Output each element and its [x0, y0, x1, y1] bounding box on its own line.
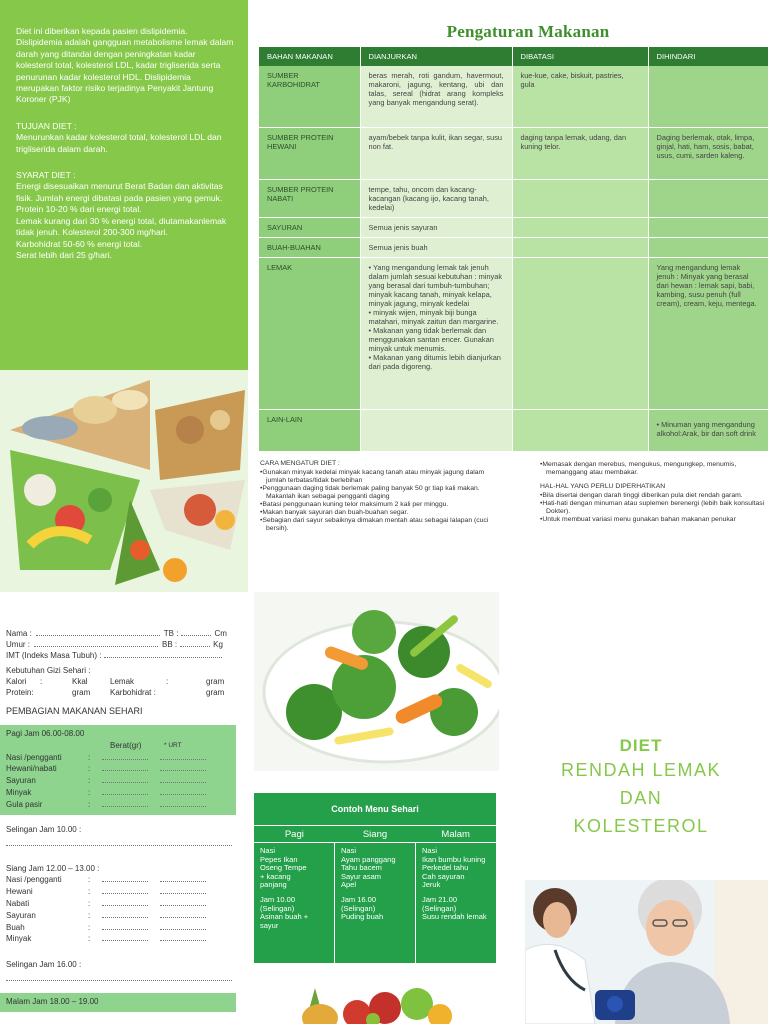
tip-item: • Hati-hati dengan minuman atau suplemen berenergi (lebih baik konsultasi Dokter). — [540, 500, 768, 516]
menu-item: Nasi — [422, 846, 438, 855]
attention-title: HAL-HAL YANG PERLU DIPERHATIKAN — [540, 483, 666, 490]
menu-item: Sayur asam — [341, 871, 382, 881]
requirement-line: Lemak kurang dari 30 % energi total, diutamakanlemak tidak jenuh. Kolesterol 200-300 mg/hari. — [16, 215, 227, 238]
age-label: Umur : — [6, 640, 30, 649]
menu-item: Nasi — [260, 846, 276, 855]
header-food: BAHAN MAKANAN — [259, 47, 360, 66]
menu-header-lunch: Siang — [362, 829, 388, 840]
tip-item: • Makan banyak sayuran dan buah-buahan segar. — [260, 509, 490, 517]
table-cell — [512, 257, 648, 409]
diet-title-line: DIET — [619, 736, 663, 755]
urt-input[interactable] — [160, 898, 206, 906]
name-label: Nama : — [6, 629, 32, 638]
meal-item-label: Minyak — [6, 934, 32, 944]
breakfast-title: Pagi Jam 06.00-08.00 — [6, 729, 85, 738]
table-cell: SUMBER PROTEIN HEWANI — [259, 127, 360, 179]
table-cell: kue-kue, cake, biskuit, pastries, gula — [512, 66, 648, 127]
tip-item: • Sebagian dari sayur sebaiknya dimakan mentah atau sebagai lalapan (cuci bersih). — [260, 517, 490, 533]
meal-item-label: Nasi /pengganti — [6, 752, 62, 762]
menu-header — [254, 825, 496, 843]
table-cell: SUMBER KARBOHIDRAT — [259, 66, 360, 127]
intro-panel — [0, 0, 248, 370]
breakfast-box: Pagi Jam 06.00-08.00 Berat(gr) * URT Nasi /pengganti : Hewani/nabati : Sayuran : Minyak : Gula pasir : — [0, 725, 236, 815]
table-row — [259, 127, 768, 179]
weight-input[interactable] — [102, 752, 148, 760]
requirement-line: Karbohidrat 50-60 % energi total. — [16, 238, 143, 249]
table-cell: Semua jenis buah — [360, 237, 512, 257]
header-avoided: DIHINDARI — [648, 47, 768, 66]
urt-input[interactable] — [160, 922, 206, 930]
urt-input[interactable] — [160, 910, 206, 918]
weight-input[interactable] — [102, 933, 148, 941]
bmi-label: IMT (Indeks Masa Tubuh) : — [6, 651, 102, 660]
table-cell — [512, 409, 648, 451]
menu-item: Susu rendah lemak — [422, 912, 487, 922]
menu-item: Puding buah — [341, 912, 384, 922]
vegetable-bowl-image — [254, 592, 499, 771]
table-cell: BUAH-BUAHAN — [259, 237, 360, 257]
diet-title-line: KOLESTEROL — [573, 816, 709, 836]
urt-input[interactable] — [160, 752, 206, 760]
tip-item: • Gunakan minyak kedelai minyak kacang tanah atau minyak jagung dalam jumlah terbatas/tidak berlebihan — [260, 469, 490, 485]
menu-item: Jam 10.00 — [260, 894, 296, 904]
requirement-line: Serat lebih dari 25 g/hari. — [16, 249, 113, 260]
page-title: Pengaturan Makanan — [446, 22, 610, 41]
weight-input[interactable] — [102, 775, 148, 783]
menu-column-breakfast — [254, 843, 335, 963]
table-row — [259, 66, 768, 127]
table-cell — [648, 237, 768, 257]
snack-morning-label: Selingan Jam 10.00 : — [6, 824, 82, 834]
bmi-field[interactable] — [104, 650, 222, 658]
goal-title: TUJUAN DIET : — [16, 120, 77, 131]
meal-item-label: Gula pasir — [6, 799, 43, 809]
table-cell — [360, 409, 512, 451]
menu-item: Apel — [341, 880, 357, 890]
protein-unit: gram — [72, 688, 91, 697]
menu-item: Jam 16.00 — [341, 894, 377, 904]
name-field[interactable] — [36, 628, 160, 636]
table-cell: Yang mengandung lemak jenuh : Minyak yang berasal dari hewan : lemak sapi, babi, kambing, susu penuh (full cream), cream, keju, mentega. — [648, 257, 768, 409]
doctor-patient-image — [525, 880, 768, 1024]
age-field[interactable] — [34, 639, 158, 647]
tips-title: CARA MENGATUR DIET : — [260, 460, 340, 467]
calorie-unit: Kkal — [72, 677, 88, 686]
menu-header-breakfast: Pagi — [284, 829, 304, 840]
urt-input[interactable] — [160, 787, 206, 795]
lunch-box: Siang Jam 12.00 – 13.00 : Nasi /pengganti : Hewani : Nabati : Sayuran : Buah : Minyak : — [0, 860, 236, 950]
meal-item-label: Sayuran — [6, 776, 36, 786]
table-cell — [648, 66, 768, 127]
menu-item: sayur — [260, 920, 279, 930]
table-cell — [512, 237, 648, 257]
meal-item-label: Nasi /pengganti — [6, 875, 62, 885]
table-header-row — [259, 47, 768, 66]
menu-item: (Selingan) — [422, 903, 457, 913]
menu-item: Asinan buah + — [260, 912, 309, 922]
menu-item: Pepes Ikan — [260, 854, 298, 864]
meal-item-label: Nabati — [6, 898, 30, 908]
table-cell: tempe, tahu, oncom dan kacang-kacangan (kacang ijo, kacang tanah, kedelai) — [360, 179, 512, 217]
table-cell: SUMBER PROTEIN NABATI — [259, 179, 360, 217]
dinner-box — [0, 993, 236, 1012]
table-cell — [512, 179, 648, 217]
nutrition-needs-label: Kebutuhan Gizi Sehari : — [6, 666, 91, 675]
height-unit: Cm — [214, 629, 227, 638]
menu-item: Perkedel tahu — [422, 863, 469, 873]
requirement-line: Energi disesuaikan menurut Berat Badan dan aktivitas fisik. Jumlah energi dibatasi pada pasien yang gemuk. — [16, 181, 223, 203]
food-pyramid-image — [0, 370, 248, 592]
urt-input[interactable] — [160, 874, 206, 882]
tip-item: • Bila disertai dengan darah tinggi diberikan pula diet rendah garam. — [540, 492, 768, 500]
table-cell: ayam/bebek tanpa kulit, ikan segar, susu non fat. — [360, 127, 512, 179]
menu-item: Ikan bumbu kuning — [422, 854, 486, 864]
diet-tips — [260, 460, 490, 533]
menu-header-dinner: Malam — [441, 829, 470, 840]
menu-item: Cah sayuran — [422, 871, 465, 881]
attention-notes — [540, 461, 768, 524]
weight-input[interactable] — [102, 799, 148, 807]
meal-item-label: Buah — [6, 922, 25, 932]
menu-item: Oseng Tempe — [260, 863, 307, 873]
table-cell: daging tanpa lemak, udang, dan kuning telor. — [512, 127, 648, 179]
patient-form: Nama : TB : Cm Umur : BB : Kg IMT (Indeks Masa Tubuh) : Kebutuhan Gizi Sehari : Kalori : Kkal Lemak : gram Protein: gram Karbohidrat : gram PEMBAGIAN MAKANAN SEHARI Pagi Jam 06.00-08.00 Berat(gr) * URT Nasi /pengganti : Hewani/nabati : Sayuran : Minyak : Gula pasir : Selingan Jam 10.00 : Siang Jam 12.00 – 13.00 : Nasi /pengganti : Hewani : Nabati : Sayuran : Buah : Minyak : Selingan Jam 16.00 : Malam Jam 18.00 – 19.00 — [6, 628, 238, 1012]
diet-title-line: RENDAH LEMAK — [560, 760, 722, 780]
tip-item: • Penggunaan daging tidak berlemak paling banyak 50 gr tiap kali makan. Makanlah ikan sebagai pengganti daging — [260, 485, 490, 501]
weight-column-label: Berat(gr) — [110, 740, 142, 750]
snack-afternoon-field[interactable] — [6, 972, 232, 981]
intro-description: Diet ini diberikan kepada pasien dislipidemia. Dislipidemia adalah gangguan metabolisme lemak dalam darah yang ditandai dengan peningkatan kadar kolesterol total, kolesterol LDL, kadar trigliserida serta penurunan kadar kolesterol HDL. Dislipidemia merupakan faktor risiko terjadinya Penyakit Jantung Koroner (PJK) — [16, 26, 234, 105]
menu-item: Nasi — [341, 846, 357, 855]
menu-title: Contoh Menu Sehari — [331, 804, 419, 814]
weight-input[interactable] — [102, 886, 148, 894]
calorie-label: Kalori — [6, 677, 27, 686]
table-cell: Semua jenis sayuran — [360, 217, 512, 237]
table-row — [259, 179, 768, 217]
urt-input[interactable] — [160, 886, 206, 894]
height-label: TB : — [163, 629, 179, 638]
protein-label: Protein: — [6, 688, 34, 697]
menu-item: Ayam panggang — [341, 854, 396, 864]
menu-item: Jam 21.00 — [422, 894, 458, 904]
urt-input[interactable] — [160, 933, 206, 941]
menu-item: Jeruk — [422, 880, 441, 890]
header-limited: DIBATASI — [512, 47, 648, 66]
table-cell: • Yang mengandung lemak tak jenuh dalam jumlah sesuai kebutuhan : minyak yang berasal dari tumbuh-tumbuhan; minyak kacang tanah, minyak kelapa, minyak jagung, minyak kedelai • minyak wijen, minyak biji bunga matahari, minyak zaitun dan margarine. • Makanan yang tidak berlemak dan menggunakan santan encer. Gunakan minyak untuk menumis. • Makanan yang ditumis lebih dianjurkan dari pada digoreng. — [360, 257, 512, 409]
meal-item-label: Hewani/nabati — [6, 764, 57, 774]
meal-item-label: Minyak — [6, 787, 32, 797]
menu-column-lunch — [335, 843, 416, 963]
weight-input[interactable] — [102, 922, 148, 930]
menu-item: Tahu bacem — [341, 863, 382, 873]
table-cell: • Minuman yang mengandung alkohol:Arak, bir dan soft drink — [648, 409, 768, 451]
tip-item: • Memasak dengan merebus, mengukus, mengungkep, menumis, memanggang atau membakar. — [540, 461, 768, 477]
menu-column-dinner — [416, 843, 496, 963]
carb-label: Karbohidrat : — [110, 688, 156, 697]
header-recommended: DIANJURKAN — [360, 47, 512, 66]
requirement-line: Protein 10-20 % dari energi total. — [16, 204, 142, 215]
table-row — [259, 217, 768, 237]
table-cell — [648, 217, 768, 237]
food-arrangement-table — [259, 47, 768, 452]
diet-cover-title — [530, 736, 752, 840]
table-cell — [512, 217, 648, 237]
weight-input[interactable] — [102, 874, 148, 882]
tip-item: • Untuk membuat variasi menu gunakan bahan makanan penukar — [540, 516, 768, 524]
table-cell: LAIN-LAIN — [259, 409, 360, 451]
snack-morning-field[interactable] — [6, 837, 232, 846]
table-row — [259, 237, 768, 257]
menu-item: (Selingan) — [260, 903, 295, 913]
table-cell: Daging berlemak, otak, limpa, ginjal, hati, ham, sosis, babat, usus, cumi, sarden kaleng. — [648, 127, 768, 179]
fat-unit: gram — [206, 677, 225, 686]
diet-title-line: DAN — [619, 788, 663, 808]
table-row — [259, 257, 768, 409]
sample-menu — [254, 793, 496, 963]
table-row — [259, 409, 768, 451]
carb-unit: gram — [206, 688, 225, 697]
daily-meal-title: PEMBAGIAN MAKANAN SEHARI — [6, 706, 143, 716]
weight-label: BB : — [162, 640, 178, 649]
urt-input[interactable] — [160, 799, 206, 807]
requirements-title: SYARAT DIET : — [16, 170, 76, 181]
tip-item: • Batasi penggunaan kuning telor maksimum 2 kali per minggu. — [260, 501, 490, 509]
weight-input[interactable] — [102, 910, 148, 918]
urt-column-label: * URT — [164, 741, 182, 749]
weight-unit: Kg — [213, 640, 223, 649]
weight-input[interactable] — [102, 898, 148, 906]
dinner-title: Malam Jam 18.00 – 19.00 — [6, 997, 99, 1007]
weight-input[interactable] — [102, 787, 148, 795]
table-cell: beras merah, roti gandum, havermout, makaroni, jagung, kentang, ubi dan talas, sereal (hidrat arang kompleks yang banyak mengandung serat). — [360, 66, 512, 127]
snack-afternoon-label: Selingan Jam 16.00 : — [6, 960, 82, 970]
menu-item: panjang — [260, 880, 287, 890]
table-cell: SAYURAN — [259, 217, 360, 237]
height-field[interactable] — [181, 628, 211, 636]
menu-item: + kacang — [260, 871, 291, 881]
weight-field[interactable] — [180, 639, 210, 647]
table-cell — [648, 179, 768, 217]
meal-item-label: Hewani — [6, 887, 33, 897]
weight-input[interactable] — [102, 763, 148, 771]
fat-label: Lemak — [110, 677, 135, 686]
meal-item-label: Sayuran — [6, 910, 36, 920]
menu-item: (Selingan) — [341, 903, 376, 913]
urt-input[interactable] — [160, 763, 206, 771]
lunch-title: Siang Jam 12.00 – 13.00 : — [6, 863, 100, 873]
goal-text: Menurunkan kadar kolesterol total, kolesterol LDL dan trigliserida dalam darah. — [16, 132, 222, 154]
urt-input[interactable] — [160, 775, 206, 783]
table-cell: LEMAK — [259, 257, 360, 409]
fruit-image — [285, 978, 455, 1024]
